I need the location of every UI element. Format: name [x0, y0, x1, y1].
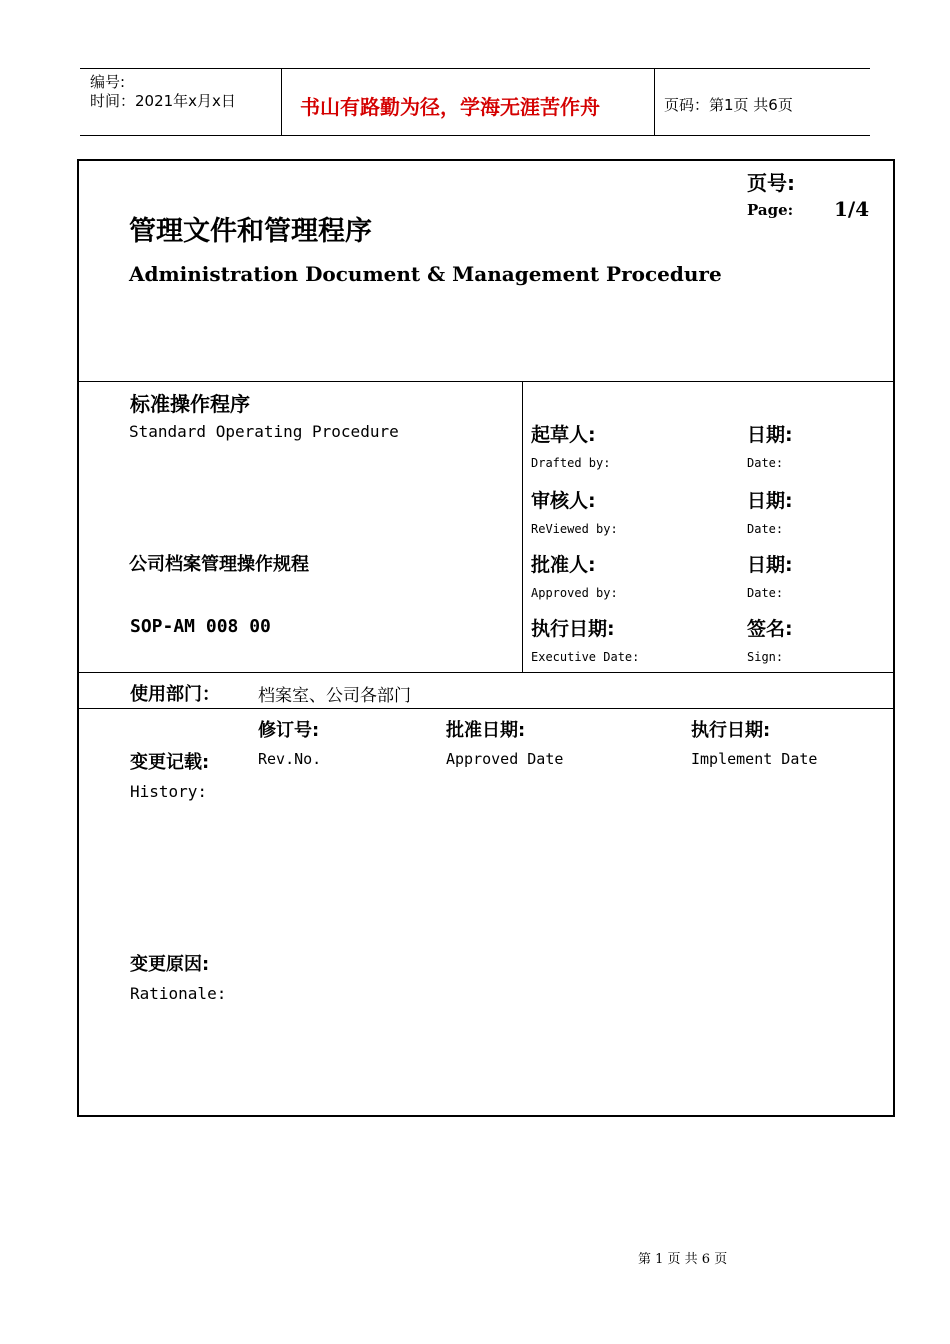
page-no-label-cn: 页号: [747, 171, 795, 195]
approved-by-label-cn: 批准人: [531, 554, 596, 576]
executive-date-label-cn: 执行日期: [531, 618, 615, 640]
page-no-label-en: Page: [747, 201, 794, 219]
drafted-by-label-cn: 起草人: [531, 424, 596, 446]
sop-label-en: Standard Operating Procedure [129, 422, 399, 441]
usage-row-bottom-rule [78, 708, 894, 709]
header-divider-left [281, 69, 282, 136]
page-no-value: 1/4 [834, 197, 870, 221]
draft-date-label-en: Date: [747, 456, 784, 470]
change-history-label-en: History: [130, 782, 208, 801]
approved-date-label-cn: 批准日期: [446, 720, 526, 741]
sop-row-divider [522, 381, 523, 672]
sign-label-en: Sign: [747, 650, 784, 664]
approve-date-label-cn: 日期: [747, 554, 793, 576]
sign-label-cn: 签名: [747, 618, 793, 640]
header-bottom-rule [80, 135, 870, 136]
approved-by-label-en: Approved by: [531, 586, 618, 600]
header-serial-label: 编号: [90, 73, 126, 91]
reviewed-by-label-cn: 审核人: [531, 490, 596, 512]
rev-no-label-en: Rev.No. [258, 750, 322, 768]
drafted-by-label-en: Drafted by: [531, 456, 611, 470]
sop-row-bottom-rule [78, 672, 894, 673]
approved-date-label-en: Approved Date [446, 750, 564, 768]
header-page-label: 页码：第1页 共6页 [664, 96, 793, 114]
rev-no-label-cn: 修订号: [258, 720, 320, 741]
header-top-rule [80, 68, 870, 69]
change-history-label-cn: 变更记载: [130, 752, 210, 773]
header-divider-right [654, 69, 655, 136]
change-reason-label-cn: 变更原因: [130, 954, 210, 975]
header-time-label: 时间：2021年x月x日 [90, 92, 236, 110]
reviewed-by-label-en: ReViewed by: [531, 522, 618, 536]
implement-date-label-cn: 执行日期: [691, 720, 771, 741]
approve-date-label-en: Date: [747, 586, 784, 600]
review-date-label-cn: 日期: [747, 490, 793, 512]
header-motto: 书山有路勤为径，学海无涯苦作舟 [300, 95, 600, 119]
sop-label-cn: 标准操作程序 [130, 392, 250, 416]
review-date-label-en: Date: [747, 522, 784, 536]
implement-date-label-en: Implement Date [691, 750, 818, 768]
document-title-cn: 管理文件和管理程序 [129, 216, 372, 247]
usage-dept-label: 使用部门： [130, 684, 220, 705]
draft-date-label-cn: 日期: [747, 424, 793, 446]
page-footer: 第 1 页 共 6 页 [638, 1252, 728, 1267]
document-title-en: Administration Document & Management Procedure [129, 262, 722, 286]
sop-name-cn: 公司档案管理操作规程 [129, 554, 309, 575]
change-reason-label-en: Rationale: [130, 984, 227, 1003]
sop-code: SOP-AM 008 00 [130, 616, 271, 637]
title-row-bottom-rule [78, 381, 894, 382]
executive-date-label-en: Executive Date: [531, 650, 640, 664]
usage-dept-value: 档案室、公司各部门 [258, 686, 411, 706]
